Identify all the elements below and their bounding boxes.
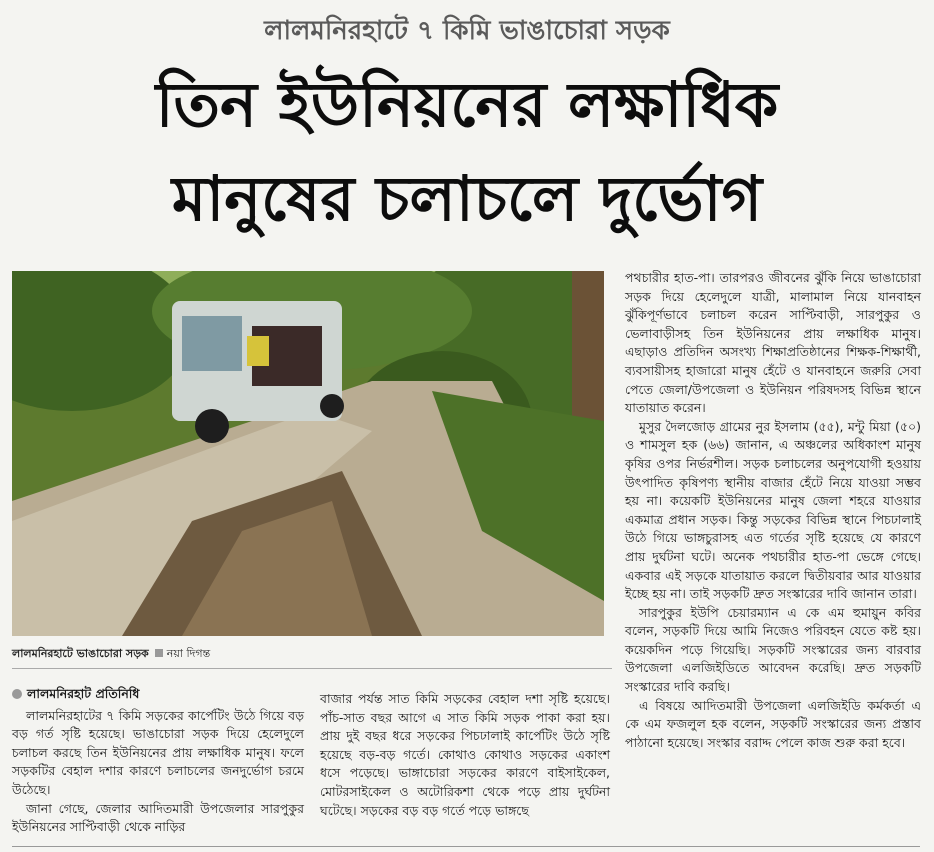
road-photo-illustration [12, 271, 604, 636]
paragraph: জানা গেছে, জেলার আদিতমারী উপজেলার সারপুকুর ইউনিয়নের সাপ্টিবাড়ী থেকে নাড়ির [12, 800, 304, 835]
photo-caption [12, 645, 612, 664]
square-bullet-icon [155, 649, 163, 657]
kicker: লালমনিরহাটে ৭ কিমি ভাঙাচোরা সড়ক [264, 16, 670, 46]
news-photo [12, 271, 604, 636]
paragraph: পথচারীর হাত-পা। তারপরও জীবনের ঝুঁকি নিয়ে ভাঙাচোরা সড়ক দিয়ে হেলেদুলে যাত্রী, মালামাল নিয়ে যানবাহন ঝুঁকিপূর্ণভাবে চলাচল করেন সাপ্টিবাড়ী, সারপুকুর ও ভেলাবাড়ীসহ তিন ইউনিয়নের প্রায় লক্ষাধিক মানুষ। এছাড়াও প্রতিদিন অসংখ্য শিক্ষাপ্রতিষ্ঠানের শিক্ষক-শিক্ষার্থী, ব্যবসায়ীসহ হাজারো মানুষ হেঁটে ও যানবাহনে জরুরি সেবা পেতে জেলা/উপজেলা ও ইউনিয়ন পরিষদসহ বিভিন্ন স্থানে যাতায়াত করেন। [625, 270, 921, 416]
article-column-3 [625, 269, 921, 752]
caption-credit: নয়া দিগন্ত [166, 647, 211, 660]
article-column-1 [12, 685, 304, 837]
paragraph: সারপুকুর ইউপি চেয়ারম্যান এ কে এম হুমায়ুন কবির বলেন, সড়কটি দিয়ে আমি নিজেও পরিবহন যেতে কষ্ট হয়। কয়েকদিন পড়ে গিয়েছি। সড়কটি সংস্কারের জন্য বারবার উপজেলা এলজিইডিতে আবেদন করেছি। দ্রুত সড়কটি সংস্কারের দাবি করছি। [625, 604, 921, 695]
caption-text: লালমনিরহাটে ভাঙাচোরা সড়ক [12, 647, 149, 660]
headline [0, 58, 934, 246]
headline-line-2: মানুষের চলাচলে দুর্ভোগ [171, 162, 763, 235]
paragraph: এ বিষয়ে আদিতমারী উপজেলা এলজিইডি কর্মকর্তা এ কে এম ফজলুল হক বলেন, সড়কটি সংস্কারের জন্য প্রস্তাব পাঠানো হয়েছে। সংস্কার বরাদ্দ পেলে কাজ শুরু করা হবে। [625, 697, 921, 750]
byline-text: লালমনিরহাট প্রতিনিধি [27, 686, 140, 701]
byline [12, 685, 304, 704]
paragraph: বাজার পর্যন্ত সাত কিমি সড়কের বেহাল দশা সৃষ্টি হয়েছে। পাঁচ-সাত বছর আগে এ সাত কিমি সড়ক পাকা করা হয়। প্রায় দুই বছর ধরে সড়কের পিচঢালাই কার্পেটিং উঠে সৃষ্টি হয়েছে বড়-বড় গর্তে। কোথাও কোথাও সড়কের একাংশ ধসে পড়েছে। ভাঙ্গাচোরা সড়কের কারণে বাইসাইকেল, মোটরসাইকেল ও অটোরিকশা থেকে পড়ে প্রায় দুর্ঘটনা ঘটেছে। সড়কের বড় বড় গর্তে পড়ে ভাঙ্গছে [320, 691, 610, 818]
paragraph: মুসুর দৈলজোড় গ্রামের নুর ইসলাম (৫৫), মন্টু মিয়া (৫০) ও শামসুল হক (৬৬) জানান, এ অঞ্চলের অধিকাংশ মানুষ কৃষির ওপর নির্ভরশীল। সড়ক চলাচলের অনুপযোগী হওয়ায় উৎপাদিত কৃষিপণ্য স্থানীয় বাজার হেঁটে নিয়ে যাওয়া সম্ভব হয় না। কয়েকটি ইউনিয়নের মানুষ জেলা শহরে যাওয়ার একমাত্র প্রধান সড়ক। কিন্তু সড়কের বিভিন্ন স্থানে পিচঢালাই উঠে গিয়ে ভাঙ্গচুরাসহ এত গর্তের সৃষ্টি হয়েছে যে কারণে প্রায় দুর্ঘটনা ঘটে। অনেক পথচারীর হাত-পা ভেঙ্গে গেছে। একবার এই সড়কে যাতায়াত করলে দ্বিতীয়বার আর যাওয়ার ইচ্ছে হয় না। তাই সড়কটি দ্রুত সংস্কারের দাবি জানান তারা। [625, 418, 921, 602]
caption-divider [12, 668, 612, 669]
headline-line-1: তিন ইউনিয়নের লক্ষাধিক [155, 68, 779, 141]
paragraph: লালমনিরহাটের ৭ কিমি সড়কের কার্পেটিং উঠে গিয়ে বড় বড় গর্ত সৃষ্টি হয়েছে। ভাঙাচোরা সড়ক দিয়ে হেলেদুলে চলাচল করছে তিন ইউনিয়নের প্রায় লক্ষাধিক মানুষ। ফলে সড়কটির বেহাল দশার কারণে চলাচলের জনদুর্ভোগ চরমে উঠেছে। [12, 707, 304, 797]
bottom-divider [12, 846, 920, 847]
byline-dot-icon [12, 689, 22, 699]
article-column-2 [320, 690, 610, 820]
